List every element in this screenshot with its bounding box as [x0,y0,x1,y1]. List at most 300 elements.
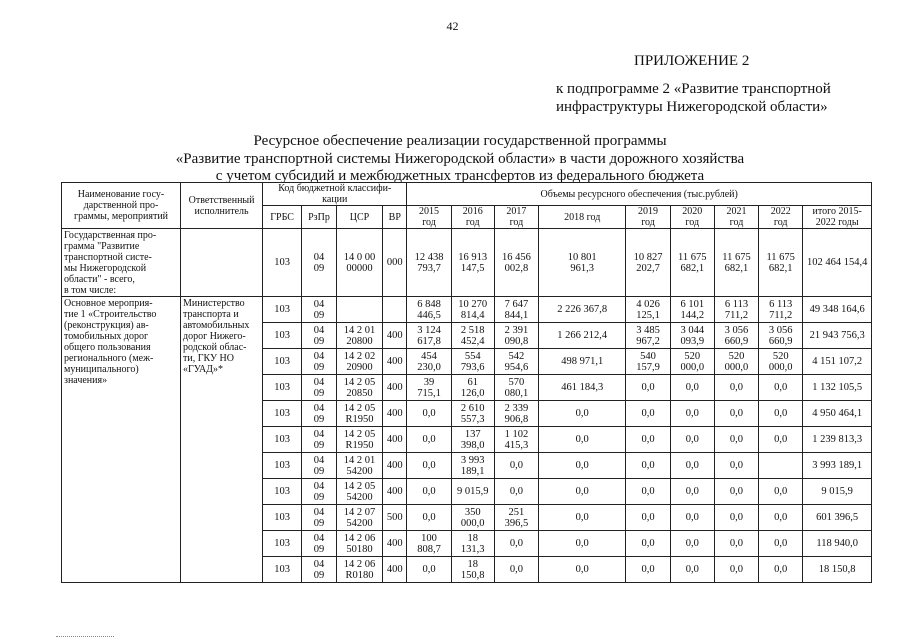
program-responsible [181,229,263,297]
header-y2016-line: 2016 [462,206,483,217]
cell-rzpr [302,375,337,401]
cell-y2016-line: 3 993 [460,454,485,466]
cell-y2022 [759,531,803,557]
header-total [803,206,872,229]
cell-grbs: 103 [263,323,302,349]
cell-y2017-line: 906,8 [504,413,529,425]
cell-y2019 [626,349,670,375]
cell-rzpr [302,479,337,505]
cell-total: 4 950 464,1 [803,401,872,427]
cell-vr: 400 [383,557,407,583]
measure-responsible-line: ти, ГКУ НО [183,353,234,364]
cell-csr-line: 54200 [346,465,373,477]
cell-y2022-line: 682,1 [768,262,793,274]
table-row-program-total [62,229,872,297]
cell-y2016-line: 18 [467,558,478,570]
cell-y2021-line: 3 056 [724,324,749,336]
cell-rzpr-line: 04 [313,324,325,336]
cell-y2020 [670,375,714,401]
header-y2015 [407,206,451,229]
cell-y2016 [451,557,494,583]
cell-y2018 [539,229,626,297]
cell-y2022-line: 0,0 [774,564,788,575]
cell-y2020-line: 0,0 [685,538,699,549]
header-responsible-line: Ответственный [188,194,255,206]
cell-y2017 [494,349,538,375]
cell-csr-line: 14 2 05 [343,428,376,440]
cell-csr-line: R1950 [345,439,374,451]
cell-rzpr-line: 09 [313,413,325,425]
cell-csr [336,323,382,349]
cell-y2022 [759,297,803,323]
cell-y2021 [714,401,758,427]
document-title-line: Ресурсное обеспечение реализации государственной программы [253,133,667,149]
header-program-name-line: граммы, мероприятий [73,211,169,222]
measure-name-line: (реконструкция) ав- [64,320,149,331]
cell-csr [336,505,382,531]
cell-y2019-line: 4 026 [636,298,660,310]
cell-y2019 [626,557,670,583]
cell-y2021 [714,505,758,531]
cell-rzpr-line: 04 [313,251,325,263]
header-y2017-line: год [509,217,524,228]
cell-y2015 [407,557,451,583]
cell-csr-line: 54200 [346,517,373,529]
cell-csr [336,427,382,453]
document-title-line: с учетом субсидий и межбюджетных трансфертов из федерального бюджета [215,168,705,184]
measure-responsible-line: «ГУАД»* [183,364,223,375]
cell-y2019-line: 0,0 [641,382,655,393]
cell-y2021-line: 0,0 [729,538,744,549]
cell-y2022 [759,453,803,479]
cell-y2021-line: 11 675 [722,251,751,263]
cell-y2016 [451,427,494,453]
cell-csr-line: 14 2 06 [343,558,376,570]
cell-y2020 [670,479,714,505]
cell-y2015-line: 6 848 [417,298,441,310]
cell-y2017 [494,401,538,427]
cell-y2022 [759,557,803,583]
cell-y2016-line: 137 [464,428,481,440]
cell-rzpr-line: 04 [313,298,325,310]
cell-y2017 [494,229,538,297]
cell-y2021 [714,479,758,505]
header-y2019-line: 2019 [638,206,659,217]
cell-y2017-line: 080,1 [504,387,529,399]
cell-csr-line: 14 2 06 [343,532,376,544]
cell-y2021-line: 0,0 [729,408,744,419]
cell-y2022 [759,505,803,531]
header-y2017-line: 2017 [506,206,527,217]
cell-rzpr-line: 09 [313,361,325,373]
cell-y2020-line: 6 101 [680,298,705,310]
header-y2016 [451,206,494,229]
cell-y2017-line: 570 [508,376,525,388]
cell-y2016-line: 16 913 [458,251,488,263]
cell-y2016 [451,323,494,349]
cell-y2020-line: 0,0 [685,382,699,393]
header-responsible [181,183,263,229]
cell-y2022-line: 0,0 [774,382,788,393]
cell-y2018-line: 10 801 [567,251,597,263]
cell-grbs: 103 [263,531,302,557]
cell-rzpr [302,297,337,323]
cell-y2015 [407,375,451,401]
header-y2017 [494,206,538,229]
cell-y2015-line: 3 124 [417,324,441,336]
cell-y2017-line: 0,0 [509,486,523,497]
program-name-line: мы Нижегородской [64,263,147,274]
cell-y2020-line: 144,2 [680,309,705,321]
cell-y2017-line: 16 456 [501,251,531,263]
header-y2020-line: год [685,217,700,228]
cell-vr: 400 [383,479,407,505]
cell-y2015 [407,401,451,427]
cell-y2019-line: 0,0 [641,512,655,523]
cell-y2021 [714,297,758,323]
cell-csr-line: 14 2 05 [343,480,376,492]
cell-y2016-line: 131,3 [460,543,485,555]
cell-y2015-line: 0,0 [422,434,436,445]
cell-y2021-line: 0,0 [729,564,744,575]
header-csr: ЦСР [336,206,382,229]
cell-y2018: 2 226 367,8 [539,297,626,323]
cell-csr-line: 14 2 07 [343,506,376,518]
cell-y2016 [451,349,494,375]
header-total-line: 2022 годы [815,217,859,228]
cell-total: 1 132 105,5 [803,375,872,401]
header-budget-code-line: Код бюджетной классифи- [278,183,392,194]
cell-csr-line: 20800 [346,335,373,347]
cell-rzpr-line: 09 [313,387,325,399]
footnote-rule [56,636,114,638]
cell-y2016-line: 814,4 [460,309,485,321]
cell-y2017 [494,453,538,479]
cell-y2017-line: 954,6 [504,361,529,373]
cell-y2017-line: 1 102 [504,428,529,440]
measure-name-line: регионального (меж- [64,353,154,364]
cell-y2021-line: 0,0 [729,460,744,471]
cell-rzpr [302,557,337,583]
cell-grbs: 103 [263,427,302,453]
cell-y2019-line: 0,0 [641,564,655,575]
cell-y2022-line: 0,0 [774,538,788,549]
cell-y2017-line: 251 [508,506,525,518]
cell-y2021 [714,427,758,453]
cell-grbs: 103 [263,401,302,427]
cell-grbs: 103 [263,453,302,479]
cell-y2019 [626,531,670,557]
cell-y2016 [451,375,494,401]
cell-y2021 [714,453,758,479]
header-grbs: ГРБС [263,206,302,229]
program-name [62,229,181,297]
measure-responsible-line: автомобильных [183,320,250,331]
cell-y2016 [451,229,494,297]
appendix-line: к подпрограмме 2 «Развитие транспортной [556,81,831,97]
cell-y2016-line: 150,8 [460,569,485,581]
cell-csr [336,531,382,557]
cell-y2017-line: 844,1 [504,309,529,321]
cell-rzpr-line: 04 [313,532,325,544]
measure-name-line: общего пользования [64,342,151,353]
cell-grbs: 103 [263,297,302,323]
cell-total: 49 348 164,6 [803,297,872,323]
cell-rzpr-line: 04 [313,376,325,388]
measure-responsible [181,297,263,583]
header-y2022 [759,206,803,229]
cell-y2015-line: 0,0 [422,564,436,575]
header-y2019 [626,206,670,229]
cell-y2019 [626,453,670,479]
cell-rzpr-line: 09 [313,517,325,529]
cell-csr-line: 20900 [346,361,373,373]
appendix-block [556,52,856,116]
header-y2015-line: год [422,217,436,228]
cell-rzpr [302,531,337,557]
cell-y2016-line: 000,0 [460,517,485,529]
cell-csr-line: 14 2 05 [343,402,376,414]
program-name-line: грамма "Развитие [64,241,140,252]
cell-y2015-line: 454 [421,350,437,362]
cell-total: 21 943 756,3 [803,323,872,349]
cell-y2021 [714,349,758,375]
cell-csr-line: 14 0 00 [343,251,376,263]
cell-y2019 [626,401,670,427]
cell-y2022-line: 0,0 [774,486,788,497]
cell-total: 18 150,8 [803,557,872,583]
measure-responsible-line: дорог Нижего- [183,331,246,342]
cell-y2019 [626,229,670,297]
cell-csr-line: R1950 [345,413,374,425]
cell-csr [336,229,382,297]
cell-y2016-line: 2 610 [460,402,485,414]
cell-vr: 400 [383,323,407,349]
cell-y2019 [626,479,670,505]
header-y2021-line: год [729,217,744,228]
cell-y2022-line: 6 113 [769,298,793,310]
cell-y2016 [451,531,494,557]
cell-csr [336,349,382,375]
cell-y2018: 0,0 [539,453,626,479]
cell-y2019-line: 125,1 [636,309,660,321]
cell-y2017-line: 542 [508,350,525,362]
cell-rzpr [302,453,337,479]
cell-y2021-line: 660,9 [724,335,749,347]
cell-y2020 [670,401,714,427]
cell-csr-line: 50180 [346,543,373,555]
cell-rzpr-line: 04 [313,454,325,466]
cell-y2022-line: 3 056 [768,324,793,336]
cell-total: 102 464 154,4 [803,229,872,297]
measure-responsible-line: Министерство [183,298,245,309]
measure-name-line: томобильных дорог [64,331,149,342]
cell-y2016-line: 126,0 [460,387,485,399]
cell-rzpr-line: 04 [313,558,325,570]
cell-total: 9 015,9 [803,479,872,505]
cell-grbs: 103 [263,349,302,375]
cell-csr-line: R0180 [345,569,374,581]
cell-y2019-line: 0,0 [641,538,655,549]
cell-grbs: 103 [263,229,302,297]
cell-y2018: 0,0 [539,505,626,531]
cell-y2016 [451,479,494,505]
measure-name [62,297,181,583]
cell-y2015 [407,427,451,453]
header-y2016-line: год [465,217,480,228]
cell-vr: 400 [383,531,407,557]
header-program-name [62,183,181,229]
cell-y2021-line: 0,0 [729,486,744,497]
cell-y2017 [494,297,538,323]
cell-y2019 [626,297,670,323]
cell-total: 118 940,0 [803,531,872,557]
cell-y2022 [759,323,803,349]
cell-y2015-line: 0,0 [422,408,436,419]
cell-y2015-line: 617,8 [417,335,441,347]
cell-y2017 [494,531,538,557]
cell-y2017 [494,427,538,453]
cell-y2022-line: 660,9 [768,335,793,347]
cell-csr [336,375,382,401]
cell-y2022-line: 520 [772,350,789,362]
cell-y2022 [759,401,803,427]
header-y2021-line: 2021 [726,206,747,217]
document-title [100,133,820,186]
measure-name-line: значения» [64,375,108,386]
cell-rzpr [302,401,337,427]
cell-y2017-line: 415,3 [504,439,529,451]
cell-y2015-line: 39 [423,376,435,388]
cell-y2018: 461 184,3 [539,375,626,401]
cell-y2017 [494,505,538,531]
header-y2019-line: год [641,217,655,228]
cell-y2015 [407,453,451,479]
cell-y2020-line: 0,0 [685,512,699,523]
cell-rzpr-line: 09 [313,491,325,503]
cell-vr: 400 [383,453,407,479]
cell-csr [336,297,382,323]
cell-csr-line: 14 2 05 [343,376,376,388]
cell-y2021 [714,557,758,583]
cell-rzpr-line: 04 [313,402,325,414]
header-y2018: 2018 год [539,206,626,229]
cell-y2017-line: 002,8 [504,262,529,274]
cell-y2021-line: 520 [728,350,745,362]
cell-y2020-line: 11 675 [678,251,707,263]
cell-y2018: 1 266 212,4 [539,323,626,349]
cell-csr [336,557,382,583]
cell-y2022-line: 0,0 [774,512,788,523]
cell-y2020 [670,427,714,453]
cell-rzpr [302,427,337,453]
cell-y2015-line: 808,7 [417,543,441,555]
cell-vr: 500 [383,505,407,531]
cell-y2022 [759,375,803,401]
cell-y2022 [759,427,803,453]
cell-y2017 [494,479,538,505]
cell-y2021-line: 0,0 [729,512,744,523]
cell-y2017 [494,375,538,401]
cell-y2016-line: 9 015,9 [456,486,489,497]
cell-y2021-line: 711,2 [724,309,749,321]
cell-grbs: 103 [263,505,302,531]
cell-y2019-line: 540 [640,350,656,362]
cell-y2022-line: 0,0 [774,434,788,445]
cell-y2016-line: 10 270 [458,298,488,310]
header-vr: ВР [383,206,407,229]
cell-total: 601 396,5 [803,505,872,531]
cell-rzpr [302,349,337,375]
cell-y2018: 0,0 [539,557,626,583]
cell-y2015-line: 12 438 [414,251,444,263]
cell-csr [336,401,382,427]
header-budget-code-line: кации [322,194,348,205]
cell-y2016-line: 793,6 [460,361,485,373]
cell-csr-line: 54200 [346,491,373,503]
cell-y2019-line: 157,9 [636,361,660,373]
header-y2020 [670,206,714,229]
header-total-line: итого 2015- [812,206,862,217]
cell-y2020-line: 3 044 [680,324,705,336]
header-rzpr: РзПр [302,206,337,229]
cell-y2016-line: 147,5 [460,262,485,274]
cell-rzpr [302,229,337,297]
cell-y2016 [451,505,494,531]
cell-y2016-line: 452,4 [460,335,485,347]
cell-y2022-line: 0,0 [774,408,788,419]
cell-y2020-line: 0,0 [685,564,699,575]
header-y2021 [714,206,758,229]
cell-y2016-line: 2 518 [460,324,485,336]
cell-y2022-line: 000,0 [768,361,793,373]
cell-csr [336,453,382,479]
cell-rzpr-line: 09 [313,262,325,274]
cell-y2020-line: 093,9 [680,335,705,347]
cell-y2020-line: 000,0 [680,361,705,373]
measure-name-line: муниципального) [64,364,139,375]
cell-y2020-line: 0,0 [685,486,699,497]
cell-rzpr-line: 04 [313,428,325,440]
cell-y2020 [670,297,714,323]
cell-y2017-line: 090,8 [504,335,529,347]
cell-y2020 [670,505,714,531]
cell-y2019-line: 0,0 [641,486,655,497]
cell-y2019-line: 3 485 [636,324,660,336]
cell-y2021 [714,323,758,349]
measure-responsible-line: родской облас- [183,342,247,353]
cell-y2021-line: 0,0 [729,434,744,445]
cell-y2017-line: 0,0 [509,538,523,549]
cell-rzpr-line: 09 [313,335,325,347]
cell-y2020 [670,453,714,479]
cell-csr-line: 14 2 01 [343,454,376,466]
cell-vr [383,297,407,323]
cell-y2020 [670,323,714,349]
cell-y2016-line: 350 [464,506,481,518]
cell-vr: 400 [383,375,407,401]
cell-y2017-line: 7 647 [504,298,529,310]
header-row-groups [62,183,872,206]
cell-y2016 [451,297,494,323]
cell-y2016-line: 189,1 [460,465,485,477]
cell-y2018: 0,0 [539,401,626,427]
cell-rzpr-line: 04 [313,506,325,518]
cell-csr-line: 14 2 01 [343,324,376,336]
cell-y2018: 0,0 [539,479,626,505]
program-name-line: в том числе: [64,285,117,296]
cell-y2022 [759,349,803,375]
